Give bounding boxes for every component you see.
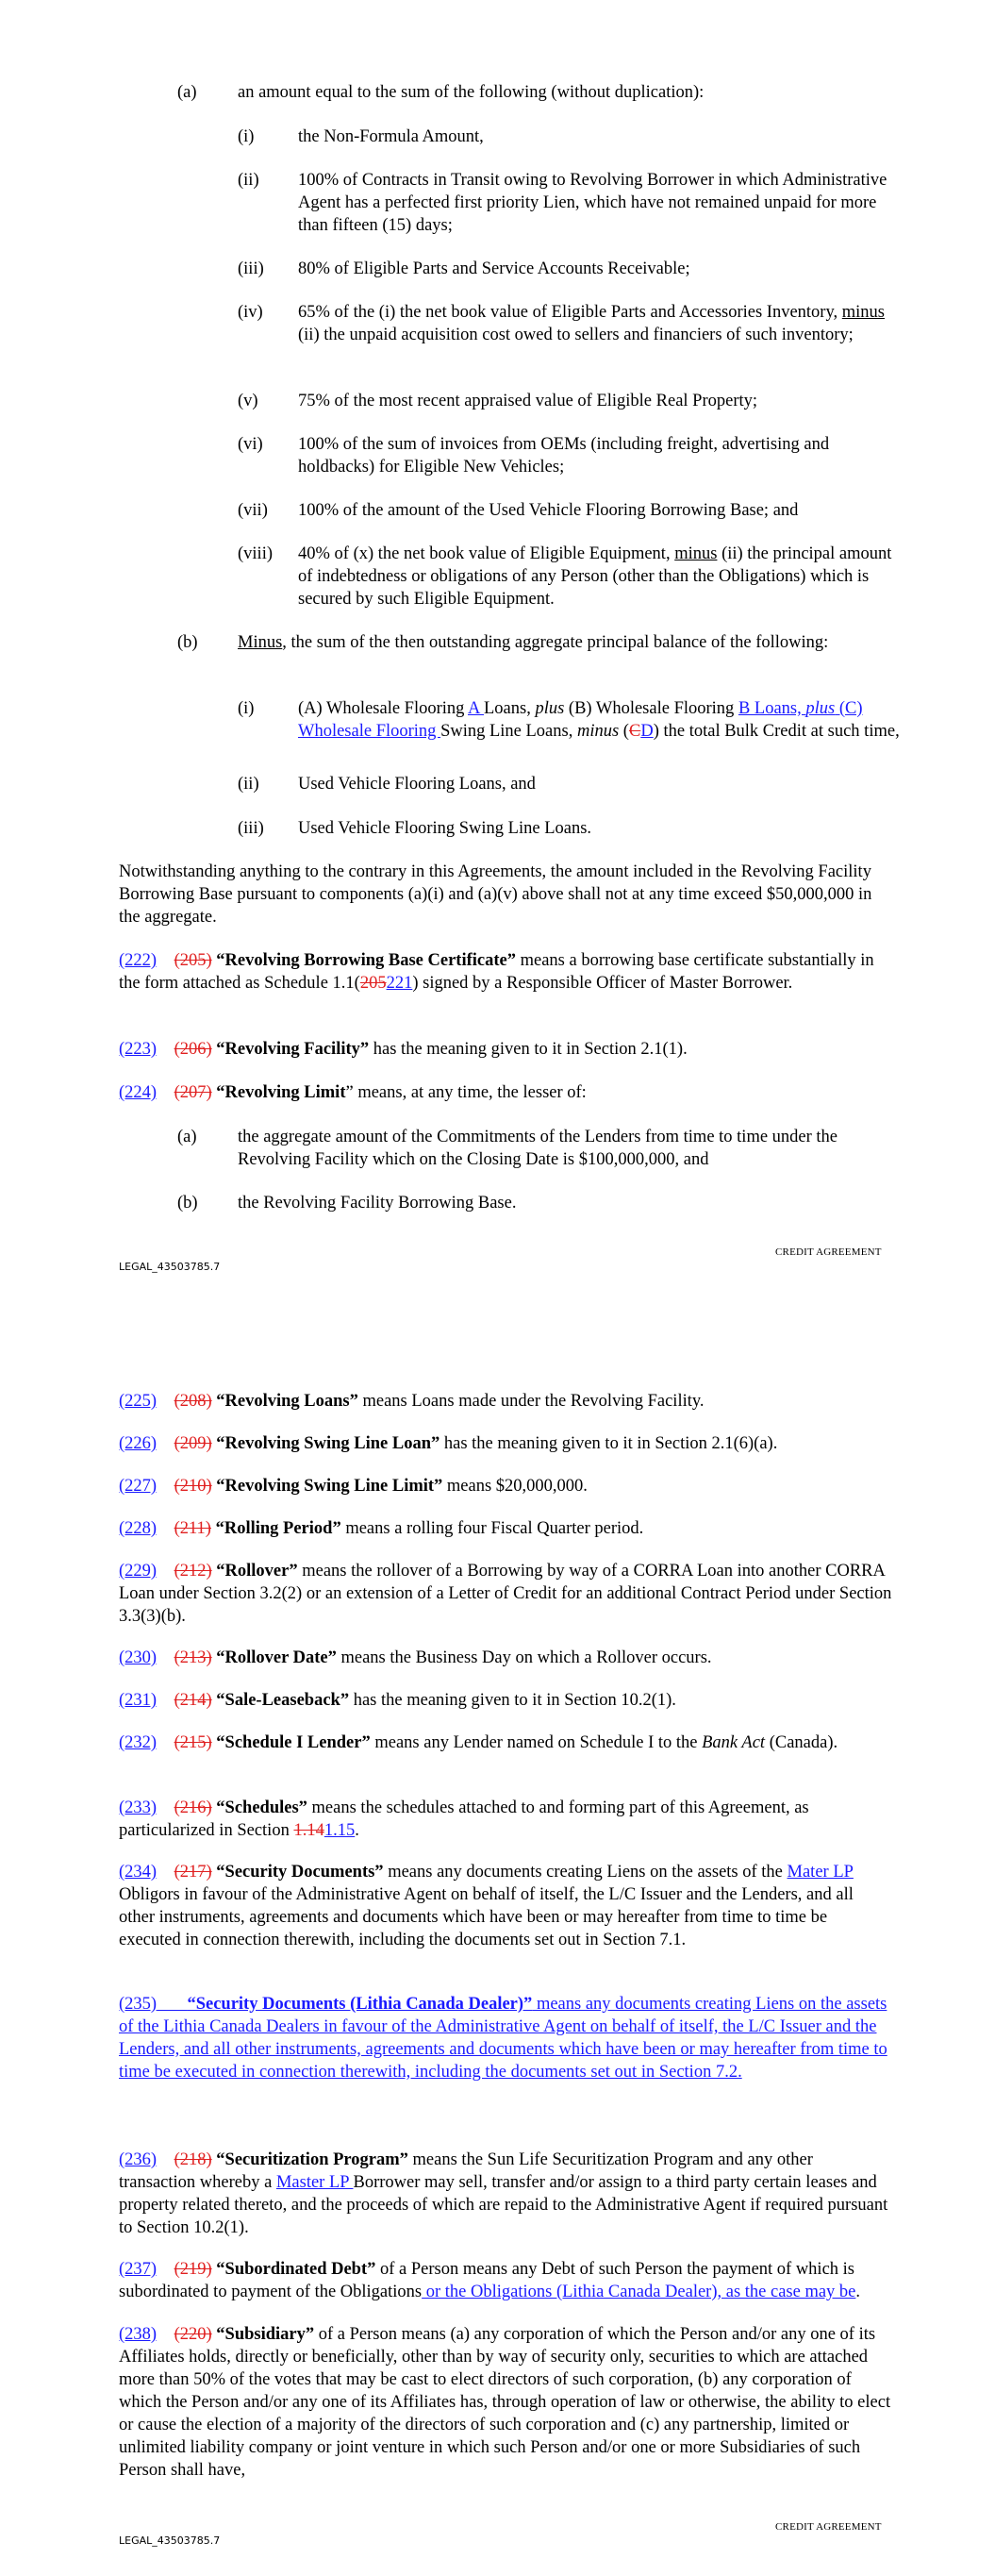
- subitem-text: 100% of the sum of invoices from OEMs (including freight, advertising and holdbacks) for Eligible New Vehicles;: [298, 435, 830, 477]
- subitem-text: 100% of the amount of the Used Vehicle Flooring Borrowing Base; and: [298, 501, 799, 520]
- definition-226: (226) (209) “Revolving Swing Line Loan” has the meaning given to it in Section 2.1(6)(a).: [119, 1434, 778, 1453]
- item-label: (b): [177, 1194, 198, 1213]
- item-text: the aggregate amount of the Commitments of the Lenders from time to time under the Revolving Facility which on the Closing Date is $100,000,000, and: [238, 1128, 838, 1169]
- subitem-text: 75% of the most recent appraised value of Eligible Real Property;: [298, 392, 758, 410]
- subitem-text: (A) Wholesale Flooring A Loans, plus (B) Wholesale Flooring B Loans, plus (C) Wholesale Flooring Swing Line Loans, minus (CD) the total Bulk Credit at such time,: [298, 699, 900, 741]
- definition-233: (233) (216) “Schedules” means the schedules attached to and forming part of this Agreement, as particularized in Section 1.141.15.: [119, 1798, 809, 1840]
- subitem-label: (viii): [238, 544, 273, 563]
- definition-227: (227) (210) “Revolving Swing Line Limit” means $20,000,000.: [119, 1477, 588, 1496]
- definition-228: (228) (211) “Rolling Period” means a rolling four Fiscal Quarter period.: [119, 1519, 644, 1538]
- definition-234: (234) (217) “Security Documents” means any documents creating Liens on the assets of the Mater LP Obligors in favour of the Administrative Agent on behalf of itself, the L/C Issuer and the Lenders, and all other instruments, agreements and documents which have been or may hereafter from time to time be executed in connection therewith, including the documents set out in Section 7.1.: [119, 1863, 854, 1949]
- subitem-text: 40% of (x) the net book value of Eligible Equipment, minus (ii) the principal amount of indebtedness or obligations of any Person (other than the Obligations) which is secured by such Eligible Equipment.: [298, 544, 892, 609]
- subitem-label: (v): [238, 392, 258, 410]
- definition-237: (237) (219) “Subordinated Debt” of a Person means any Debt of such Person the payment of which is subordinated to payment of the Obligations or the Obligations (Lithia Canada Dealer), as the case may be.: [119, 2260, 861, 2301]
- definition-222: (222) (205) “Revolving Borrowing Base Certificate” means a borrowing base certificate substantially in the form attached as Schedule 1.1(205221) signed by a Responsible Officer of Master Borrower.: [119, 951, 874, 993]
- item-label: (a): [177, 1128, 197, 1146]
- subitem-label: (ii): [238, 775, 259, 794]
- item-label: (b): [177, 633, 198, 652]
- footer-doc-id: LEGAL_43503785.7: [119, 2534, 221, 2547]
- definition-236: (236) (218) “Securitization Program” means the Sun Life Securitization Program and any other transaction whereby a Master LP Borrower may sell, transfer and/or assign to a third party certain leases and property related thereto, and the proceeds of which are repaid to the Administrative Agent if required pursuant to Section 10.2(1).: [119, 2150, 888, 2237]
- subitem-text: 100% of Contracts in Transit owing to Revolving Borrower in which Administrative Agent has a perfected first priority Lien, which have not remained unpaid for more than fifteen (15) days;: [298, 171, 887, 235]
- subitem-label: (i): [238, 699, 255, 718]
- definition-223: (223) (206) “Revolving Facility” has the meaning given to it in Section 2.1(1).: [119, 1040, 688, 1059]
- subitem-label: (i): [238, 127, 255, 146]
- subitem-label: (vi): [238, 435, 263, 454]
- subitem-label: (vii): [238, 501, 268, 520]
- subitem-label: (iv): [238, 303, 263, 322]
- definition-224: (224) (207) “Revolving Limit” means, at any time, the lesser of:: [119, 1083, 587, 1102]
- subitem-text: the Non-Formula Amount,: [298, 127, 484, 146]
- definition-229: (229) (212) “Rollover” means the rollover of a Borrowing by way of a CORRA Loan into another CORRA Loan under Section 3.2(2) or an extension of a Letter of Credit for an additional Contract Period under Section 3.3(3)(b).: [119, 1562, 892, 1626]
- item-text: the Revolving Facility Borrowing Base.: [238, 1194, 517, 1213]
- subitem-text: Used Vehicle Flooring Swing Line Loans.: [298, 819, 592, 838]
- subitem-text: Used Vehicle Flooring Loans, and: [298, 775, 536, 794]
- subitem-label: (iii): [238, 259, 264, 278]
- subitem-text: 80% of Eligible Parts and Service Accounts Receivable;: [298, 259, 690, 278]
- notwithstanding-paragraph: Notwithstanding anything to the contrary in this Agreements, the amount included in the Revolving Facility Borrowing Base pursuant to components (a)(i) and (a)(v) above shall not at any time exceed $50,000,000 in the aggregate.: [119, 862, 872, 927]
- subitem-text: 65% of the (i) the net book value of Eligible Parts and Accessories Inventory, minus (ii) the unpaid acquisition cost owed to sellers and financiers of such inventory;: [298, 303, 886, 344]
- subitem-label: (ii): [238, 171, 259, 190]
- item-label: (a): [177, 83, 197, 102]
- footer-title: CREDIT AGREEMENT: [775, 1246, 882, 1258]
- definition-232: (232) (215) “Schedule I Lender” means any Lender named on Schedule I to the Bank Act (Canada).: [119, 1733, 838, 1752]
- footer-doc-id: LEGAL_43503785.7: [119, 1261, 221, 1273]
- page-2: [0, 1302, 995, 2576]
- item-text: Minus, the sum of the then outstanding aggregate principal balance of the following:: [238, 633, 829, 652]
- definition-230: (230) (213) “Rollover Date” means the Business Day on which a Rollover occurs.: [119, 1648, 712, 1667]
- subitem-label: (iii): [238, 819, 264, 838]
- item-text: an amount equal to the sum of the following (without duplication):: [238, 83, 705, 102]
- definition-225: (225) (208) “Revolving Loans” means Loans made under the Revolving Facility.: [119, 1392, 705, 1411]
- definition-238: (238) (220) “Subsidiary” of a Person means (a) any corporation of which the Person and/or any one of its Affiliates holds, directly or beneficially, other than by way of security only, securities to which are attached more than 50% of the votes that may be cast to elect directors of such corporation, (b) any corporation of which the Person and/or any one of its Affiliates has, through operation of law or otherwise, the ability to elect or cause the election of a majority of the directors of such corporation and (c) any partnership, limited or unlimited liability company or joint venture in which such Person and/or one or more Subsidiaries of such Person shall have,: [119, 2325, 891, 2480]
- definition-231: (231) (214) “Sale-Leaseback” has the meaning given to it in Section 10.2(1).: [119, 1691, 676, 1710]
- footer-title: CREDIT AGREEMENT: [775, 2521, 882, 2533]
- definition-235: (235) “Security Documents (Lithia Canada Dealer)” means any documents creating Liens on the assets of the Lithia Canada Dealers in favour of the Administrative Agent on behalf of itself, the L/C Issuer and the Lenders, and all other instruments, agreements and documents which have been or may hereafter from time to time be executed in connection therewith, including the documents set out in Section 7.2.: [119, 1995, 887, 2082]
